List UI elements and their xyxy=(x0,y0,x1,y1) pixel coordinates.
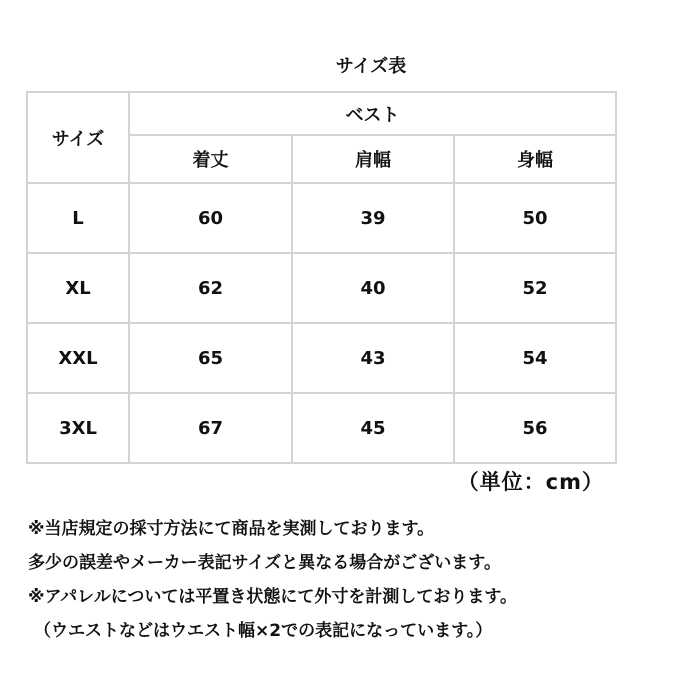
table-row xyxy=(27,253,616,323)
table-row xyxy=(27,323,616,393)
size-cell: 3XL xyxy=(27,393,129,463)
group-header-vest: ベスト xyxy=(129,92,616,135)
size-column-header: サイズ xyxy=(27,92,129,183)
note-line: ※アパレルについては平置き状態にて外寸を計測しております。 xyxy=(28,587,518,607)
size-cell: XL xyxy=(27,253,129,323)
value-cell: 65 xyxy=(129,323,292,393)
size-cell: L xyxy=(27,183,129,253)
size-cell: XXL xyxy=(27,323,129,393)
value-cell: 60 xyxy=(129,183,292,253)
value-cell: 54 xyxy=(454,323,616,393)
value-cell: 45 xyxy=(292,393,454,463)
value-cell: 56 xyxy=(454,393,616,463)
table-row xyxy=(27,393,616,463)
unit-label: （単位：cm） xyxy=(457,470,604,494)
value-cell: 52 xyxy=(454,253,616,323)
column-header-chest: 身幅 xyxy=(454,135,616,183)
column-header-length: 着丈 xyxy=(129,135,292,183)
value-cell: 39 xyxy=(292,183,454,253)
value-cell: 40 xyxy=(292,253,454,323)
page-title: サイズ表 xyxy=(335,56,407,77)
value-cell: 67 xyxy=(129,393,292,463)
note-line: ※当店規定の採寸方法にて商品を実測しております。 xyxy=(28,519,435,539)
note-line: 多少の誤差やメーカー表記サイズと異なる場合がございます。 xyxy=(28,553,501,573)
table-header-row xyxy=(27,92,616,135)
value-cell: 62 xyxy=(129,253,292,323)
note-line: （ウエストなどはウエスト幅×2での表記になっています。） xyxy=(34,621,493,641)
value-cell: 43 xyxy=(292,323,454,393)
value-cell: 50 xyxy=(454,183,616,253)
notes xyxy=(28,512,700,648)
column-header-shoulder: 肩幅 xyxy=(292,135,454,183)
size-table xyxy=(26,91,617,464)
table-row xyxy=(27,183,616,253)
